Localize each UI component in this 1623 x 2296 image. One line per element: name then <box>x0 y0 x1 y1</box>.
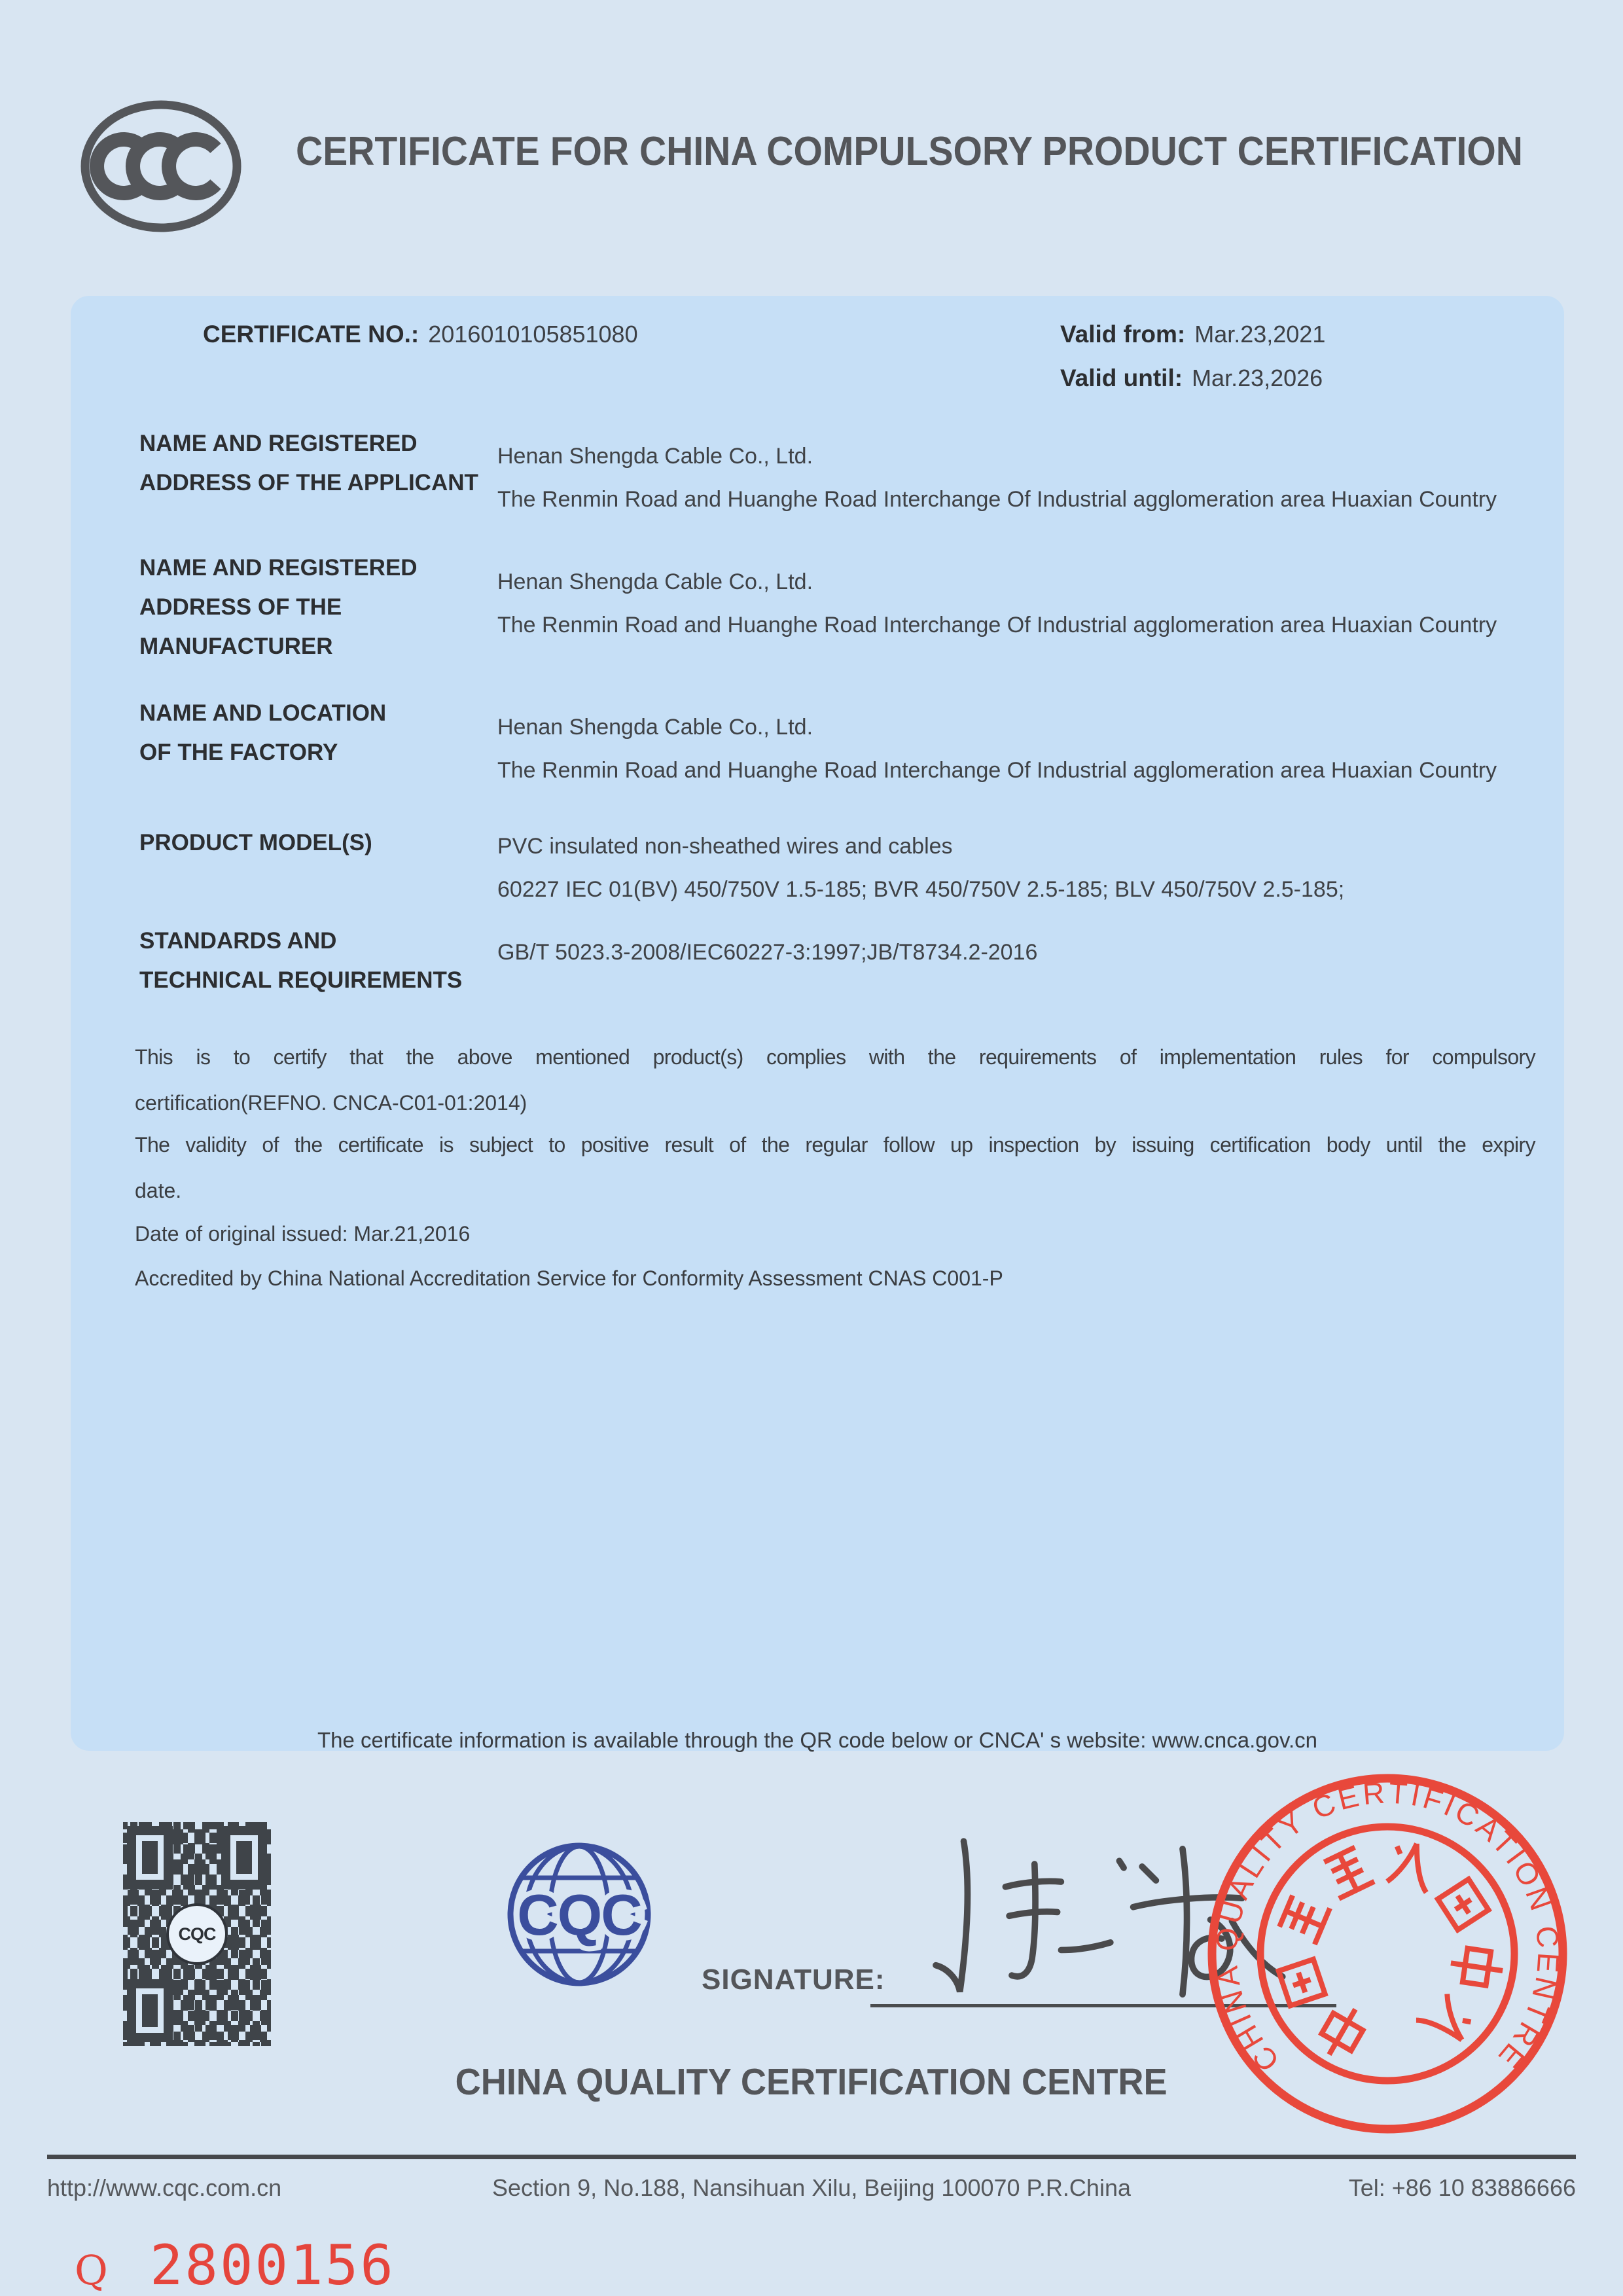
organization-name: CHINA QUALITY CERTIFICATION CENTRE <box>455 2061 1168 2103</box>
applicant-label: NAME AND REGISTERED ADDRESS OF THE APPLICANT <box>139 431 478 495</box>
ccc-logo-icon <box>75 97 247 236</box>
product-models-value: PVC insulated non-sheathed wires and cables 60227 IEC 01(BV) 450/750V 1.5-185; BVR 450/750V 2.5-185; BLV 450/750V 2.5-185; <box>497 834 1345 902</box>
valid-until-value: Mar.23,2026 <box>1192 365 1323 391</box>
cert-no-label: CERTIFICATE NO.: <box>203 321 419 348</box>
validity-statement: The validity of the certificate is subject to positive result of the regular follow up inspection by issuing certification body until the expiry date. <box>135 1133 1535 1202</box>
qr-code <box>123 1822 271 2046</box>
valid-from-label: Valid from: <box>1060 321 1186 348</box>
factory-value: Henan Shengda Cable Co., Ltd. The Renmin Road and Huanghe Road Interchange Of Industrial agglomeration area Huaxian Country <box>497 715 1497 783</box>
original-issue-date: Date of original issued: Mar.21,2016 <box>135 1222 471 1246</box>
valid-from-value: Mar.23,2021 <box>1194 321 1326 348</box>
applicant-value: Henan Shengda Cable Co., Ltd. The Renmin Road and Huanghe Road Interchange Of Industrial agglomeration area Huaxian Country <box>497 444 1497 512</box>
signature-label: SIGNATURE: <box>702 1964 885 1996</box>
footer-divider <box>47 2155 1576 2159</box>
page-title: CERTIFICATE FOR CHINA COMPULSORY PRODUCT CERTIFICATION <box>296 129 1523 174</box>
qr-finder-bottom-left <box>127 1979 173 2042</box>
manufacturer-value: Henan Shengda Cable Co., Ltd. The Renmin Road and Huanghe Road Interchange Of Industrial agglomeration area Huaxian Country <box>497 569 1497 637</box>
serial-digits: 2800156 <box>149 2233 395 2296</box>
qr-finder-top-right <box>221 1826 267 1889</box>
stamp-ring-text: CHINA QUALITY CERTIFICATION CENTRE <box>1209 1775 1566 2079</box>
standards-label: STANDARDS AND TECHNICAL REQUIREMENTS <box>139 928 463 993</box>
certificate-number-row <box>203 321 638 348</box>
footer-website: http://www.cqc.com.cn <box>47 2174 282 2201</box>
cqc-globe-text: CQC <box>517 1882 641 1947</box>
certify-statement: This is to certify that the above mentioned product(s) complies with the requirements of implementation rules for compulsory certification(REFNO. CNCA-C01-01:2014) <box>135 1045 1535 1115</box>
valid-until-row <box>1060 365 1323 392</box>
qr-center-cqc-badge: CQC <box>166 1903 228 1965</box>
qr-info-note: The certificate information is available through the QR code below or CNCA' s website: www.cnca.gov.cn <box>317 1728 1318 1752</box>
footer-address: Section 9, No.188, Nansihuan Xilu, Beijing 100070 P.R.China <box>492 2174 1131 2201</box>
product-models-label: PRODUCT MODEL(S) <box>139 830 372 855</box>
footer-telephone: Tel: +86 10 83886666 <box>1348 2174 1576 2201</box>
standards-value: GB/T 5023.3-2008/IEC60227-3:1997;JB/T8734.2-2016 <box>497 940 1038 965</box>
cqc-globe-logo <box>504 1839 654 1990</box>
certificate-body-panel <box>71 296 1564 1751</box>
accreditation-statement: Accredited by China National Accreditation Service for Conformity Assessment CNAS C001-P <box>135 1266 1003 1290</box>
serial-number <box>75 2233 395 2296</box>
cert-no-value: 2016010105851080 <box>428 321 638 348</box>
factory-label: NAME AND LOCATION OF THE FACTORY <box>139 700 387 765</box>
cqc-red-stamp <box>1204 1770 1571 2137</box>
valid-from-row <box>1060 321 1325 348</box>
manufacturer-label: NAME AND REGISTERED ADDRESS OF THE MANUFACTURER <box>139 555 418 659</box>
qr-finder-top-left <box>127 1826 173 1889</box>
serial-prefix: Q <box>75 2246 108 2294</box>
valid-until-label: Valid until: <box>1060 365 1183 391</box>
